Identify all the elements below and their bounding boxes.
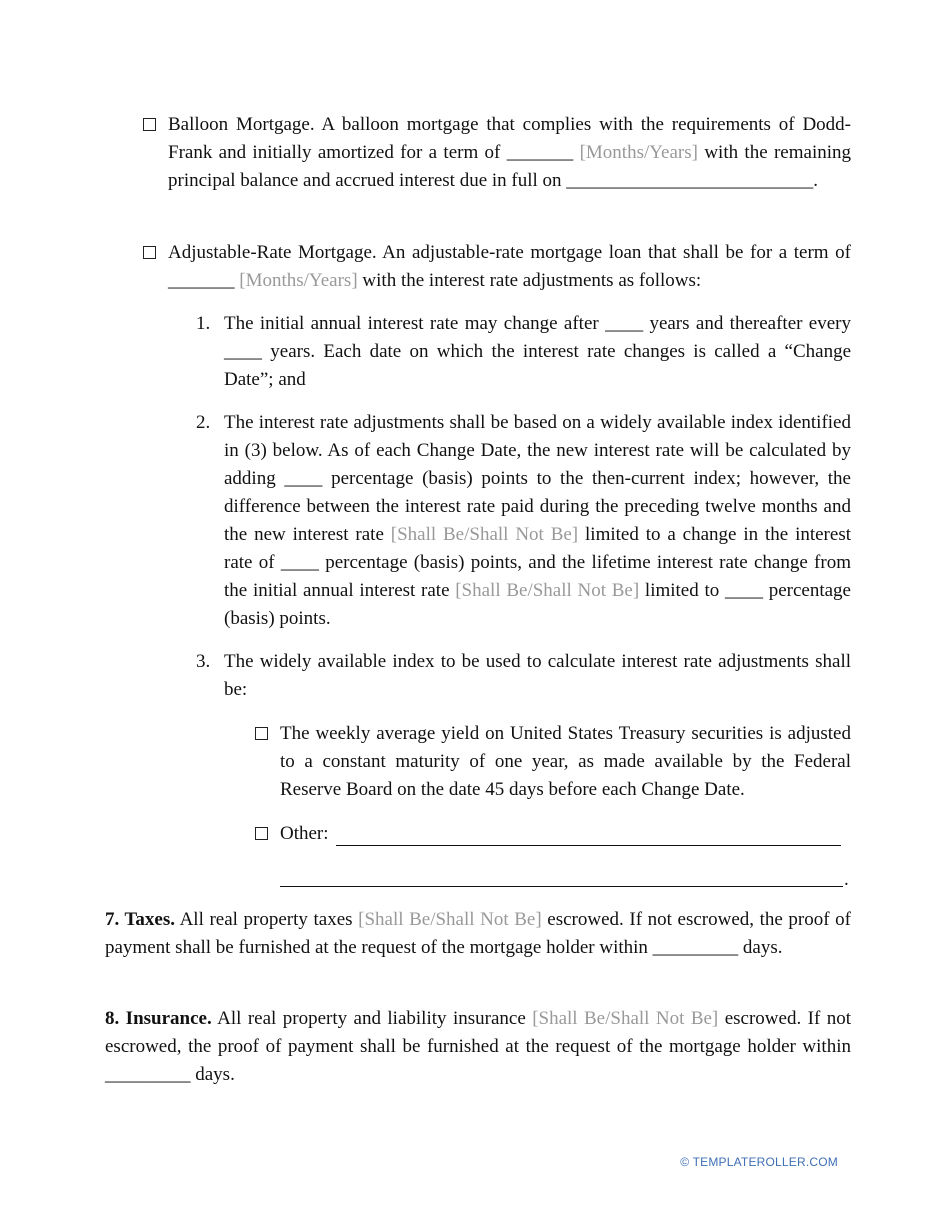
balloon-mortgage-paragraph — [168, 111, 851, 195]
adjustable-rate-mortgage-checkbox[interactable] — [143, 246, 156, 259]
list-item-2-text-2: limited to a change in the interest rate of ____ percentage (basis) points, and the lifetime interest rate change from the initial annual interest rate — [224, 524, 851, 601]
list-item-1-text: The initial annual interest rate may change after ____ years and thereafter every ____ years. Each date on which the interest rate changes is called a “Change Date”; and — [224, 313, 851, 390]
balloon-mortgage-label: Balloon Mortgage. — [168, 114, 315, 135]
footer-copyright-link[interactable]: © TEMPLATEROLLER.COM — [680, 1155, 838, 1169]
taxes-escrow-placeholder[interactable]: [Shall Be/Shall Not Be] — [358, 909, 542, 930]
adjustable-rate-text-1: An adjustable-rate mortgage loan that shall be for a term of _______ — [168, 242, 851, 291]
other-index-label: Other: — [280, 823, 329, 844]
adjustable-rate-mortgage-label: Adjustable-Rate Mortgage. — [168, 242, 377, 263]
list-item-number-3: 3. — [196, 651, 211, 672]
balloon-term-unit-placeholder[interactable]: [Months/Years] — [579, 142, 698, 163]
taxes-heading: 7. Taxes. — [105, 909, 176, 930]
list-item-2-text-1: The interest rate adjustments shall be based on a widely available index identified in (3) below. As of each Change Date, the new interest rate will be calculated by adding ____ percentage (basis) points to the then-current index; however, the difference between the interest rate paid during the preceding twelve months and the new interest rate — [224, 412, 851, 545]
balloon-mortgage-checkbox[interactable] — [143, 118, 156, 131]
taxes-text-1: All real property taxes — [175, 909, 359, 930]
other-index-input-line-2[interactable] — [280, 886, 843, 887]
rate-limit-placeholder[interactable]: [Shall Be/Shall Not Be] — [390, 524, 579, 545]
insurance-section — [105, 1005, 851, 1089]
balloon-mortgage-text-1: A balloon mortgage that complies with the requirements of Dodd-Frank and initially amortized for a term of _______ — [168, 114, 851, 163]
list-item-number-2: 2. — [196, 412, 211, 433]
taxes-section — [105, 906, 851, 962]
other-index-input-line-1[interactable] — [336, 845, 841, 846]
other-index-checkbox[interactable] — [255, 827, 268, 840]
arm-term-unit-placeholder[interactable]: [Months/Years] — [239, 270, 358, 291]
treasury-index-text: The weekly average yield on United States Treasury securities is adjusted to a constant maturity of one year, as made available by the Federal Reserve Board on the date 45 days before each Change Date. — [280, 723, 851, 800]
insurance-heading: 8. Insurance. — [105, 1008, 212, 1029]
insurance-text-1: All real property and liability insurance — [211, 1008, 533, 1029]
adjustable-rate-mortgage-paragraph — [168, 239, 851, 295]
list-item-3-text: The widely available index to be used to calculate interest rate adjustments shall be: — [224, 651, 851, 700]
list-item-2-text — [224, 409, 851, 633]
other-index-period: . — [844, 869, 849, 890]
list-item-number-1: 1. — [196, 313, 211, 334]
lifetime-limit-placeholder[interactable]: [Shall Be/Shall Not Be] — [455, 580, 640, 601]
insurance-escrow-placeholder[interactable]: [Shall Be/Shall Not Be] — [532, 1008, 719, 1029]
balloon-mortgage-text-2: with the remaining principal balance and accrued interest due in full on __________________________. — [168, 142, 852, 191]
adjustable-rate-text-2: with the interest rate adjustments as follows: — [357, 270, 702, 291]
taxes-text-2: escrowed. If not escrowed, the proof of payment shall be furnished at the request of the mortgage holder within _________ days. — [105, 909, 851, 958]
list-item-2-text-3: limited to ____ percentage (basis) points. — [224, 580, 851, 629]
insurance-text-2: escrowed. If not escrowed, the proof of payment shall be furnished at the request of the mortgage holder within _________ days. — [105, 1008, 851, 1085]
treasury-index-checkbox[interactable] — [255, 727, 268, 740]
